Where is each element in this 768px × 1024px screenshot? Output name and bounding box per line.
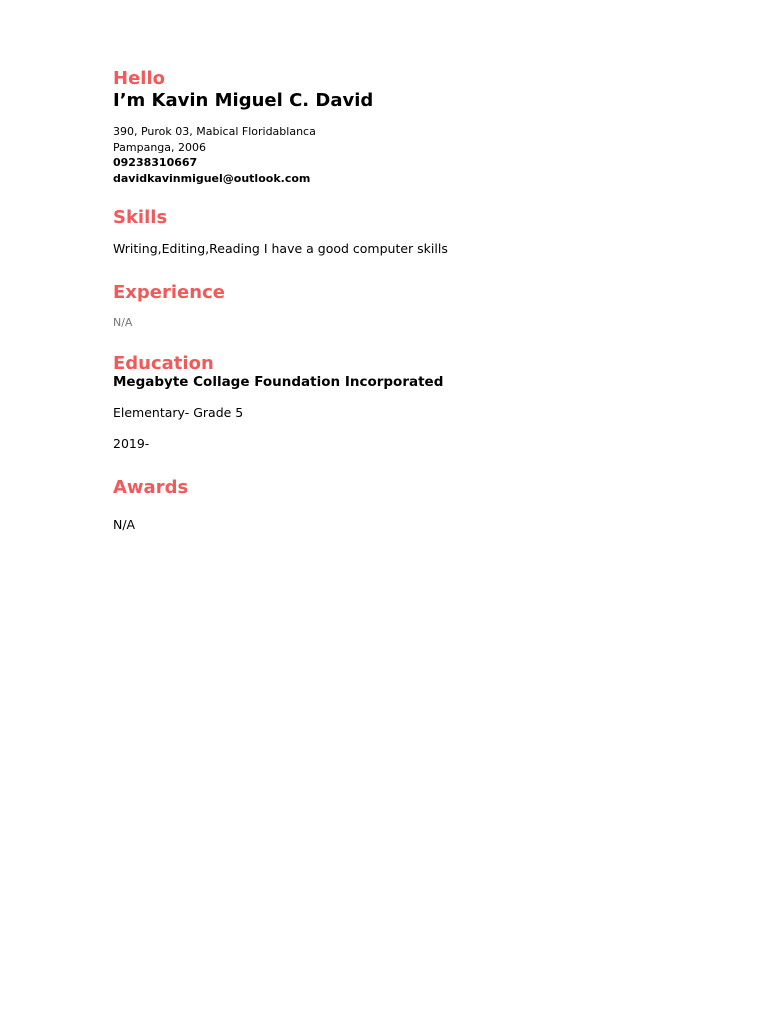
email-address: davidkavinmiguel@outlook.com — [113, 171, 311, 185]
address-line-1: 390, Purok 03, Mabical Floridablanca — [113, 125, 316, 138]
school-name: Megabyte Collage Foundation Incorporated — [113, 374, 444, 390]
experience-text: N/A — [113, 316, 133, 329]
experience-heading: Experience — [113, 282, 225, 303]
address-line-2: Pampanga, 2006 — [113, 140, 207, 154]
full-name: I’m Kavin Miguel C. David — [113, 90, 374, 111]
education-year: 2019- — [113, 436, 150, 451]
education-level: Elementary- Grade 5 — [113, 405, 244, 420]
awards-heading: Awards — [113, 477, 189, 498]
awards-text: N/A — [113, 517, 136, 532]
skills-heading: Skills — [113, 207, 168, 228]
greeting-heading: Hello — [113, 68, 165, 89]
contact-block — [113, 124, 316, 186]
phone-number: 09238310667 — [113, 156, 198, 169]
skills-text: Writing,Editing,Reading I have a good computer skills — [113, 241, 448, 256]
education-heading: Education — [113, 353, 214, 374]
